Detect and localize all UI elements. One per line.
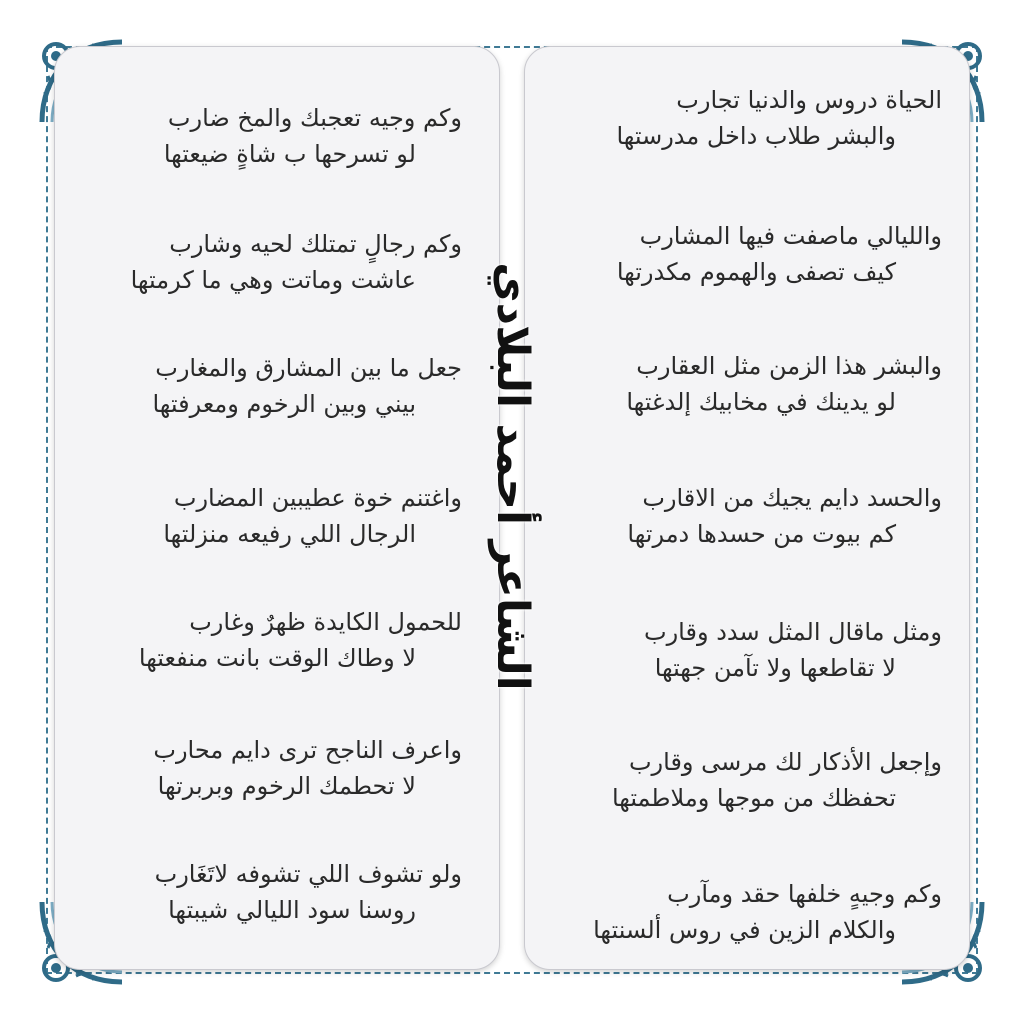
verse-left-3 — [152, 350, 462, 422]
verse-line: لا وطاك الوقت بانت منفعتها — [138, 644, 416, 672]
verse-right-6 — [612, 744, 942, 816]
verse-line: والبشر هذا الزمن مثل العقارب — [636, 352, 942, 380]
verse-right-2 — [617, 218, 942, 290]
verse-right-1 — [616, 82, 942, 154]
verse-line: روسنا سود الليالي شيبتها — [168, 896, 416, 924]
verse-right-4 — [627, 480, 942, 552]
verse-line: واعرف الناجح ترى دايم محارب — [153, 736, 462, 764]
verse-line: واغتنم خوة عطيبين المضارب — [173, 484, 462, 512]
verse-left-1 — [164, 100, 462, 172]
verse-left-4 — [163, 480, 462, 552]
verse-line: الرجال اللي رفيعه منزلتها — [163, 520, 416, 548]
verse-line: لا تحطمك الرخوم وبربرتها — [157, 772, 416, 800]
verse-line: جعل ما بين المشارق والمغارب — [155, 354, 462, 382]
verse-left-5 — [139, 604, 462, 676]
verse-line: ومثل ماقال المثل سدد وقارب — [644, 618, 942, 646]
verse-line: كم بيوت من حسدها دمرتها — [627, 520, 896, 548]
verse-line: عاشت وماتت وهي ما كرمتها — [130, 266, 416, 294]
verse-line: والكلام الزين في روس ألسنتها — [593, 916, 896, 944]
verse-right-3 — [626, 348, 942, 420]
verse-right-5 — [644, 614, 942, 686]
verse-line: وكم وجيهٍ خلفها حقد ومآرب — [667, 880, 942, 908]
verse-right-7 — [593, 876, 942, 948]
verse-line: وكم رجالٍ تمتلك لحيه وشارب — [169, 230, 462, 258]
verse-line: تحفظك من موجها وملاطمتها — [611, 784, 896, 812]
verse-line: ولو تشوف اللي تشوفه لاتَغَارب — [154, 860, 462, 888]
poet-name-text: الشاعر أحمد البلادي — [486, 261, 538, 691]
verse-line: لا تقاطعها ولا تآمن جهتها — [654, 654, 896, 682]
verse-line: والبشر طلاب داخل مدرستها — [616, 122, 896, 150]
verse-line: لو تسرحها ب شاةٍ ضيعتها — [163, 140, 416, 168]
verse-line: للحمول الكايدة ظهرٌ وغارب — [189, 608, 462, 636]
verse-line: وإجعل الأذكار لك مرسى وقارب — [628, 748, 942, 776]
verse-line: بيني وبين الرخوم ومعرفتها — [152, 390, 416, 418]
verse-left-2 — [131, 226, 462, 298]
verse-line: الحياة دروس والدنيا تجارب — [676, 86, 942, 114]
verse-line: كيف تصفى والهموم مكدرتها — [616, 258, 896, 286]
verse-line: لو يدينك في مخابيك إلدغتها — [626, 388, 896, 416]
verse-line: والحسد دايم يجيك من الاقارب — [642, 484, 942, 512]
verse-line: والليالي ماصفت فيها المشارب — [639, 222, 942, 250]
verse-left-7 — [155, 856, 462, 928]
verse-left-6 — [153, 732, 462, 804]
verse-line: وكم وجيه تعجبك والمخ ضارب — [167, 104, 462, 132]
